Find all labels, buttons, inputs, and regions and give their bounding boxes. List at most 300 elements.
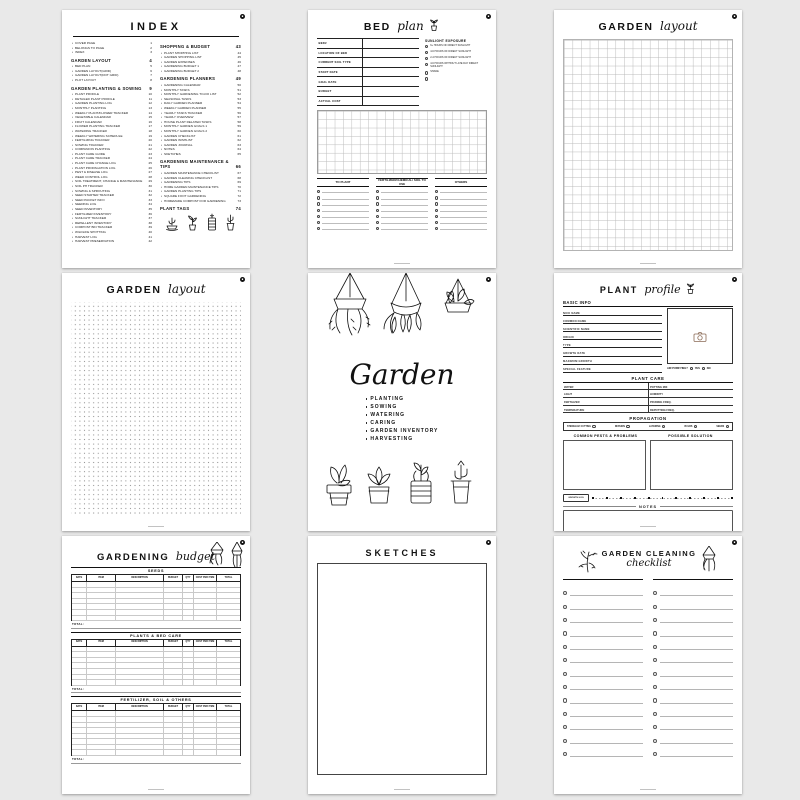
page-sketches	[308, 536, 496, 794]
checkbox-line-row	[435, 224, 487, 230]
propagation-option	[716, 425, 729, 428]
index-item-row	[71, 78, 152, 83]
hanging-planter-left	[329, 273, 370, 335]
radio-circle-icon	[425, 71, 428, 74]
bed-fields-table	[317, 38, 419, 106]
checklist-row	[563, 610, 643, 623]
page-title	[563, 281, 733, 297]
page-index	[62, 10, 250, 268]
bed-field-row	[317, 77, 419, 87]
index-entry-page: 17	[148, 124, 152, 129]
corner-dot-icon	[486, 540, 491, 545]
index-entry-label: • PLANT PROPAGATION LOG	[71, 166, 144, 171]
plant-care-cell: TEMPERATURE	[563, 406, 648, 414]
budget-empty-cell	[116, 750, 164, 756]
index-entry-page: 54	[237, 101, 241, 106]
budget-column-header: TOTAL	[217, 640, 240, 647]
index-entry-page: 29	[148, 179, 152, 184]
checkbox-line-row	[376, 218, 428, 224]
bed-field-label: ACTUAL COST	[317, 97, 363, 106]
dot-grid-area	[71, 302, 241, 514]
index-entry-page: 7	[150, 73, 152, 78]
plant-care-cell: WATER	[563, 383, 648, 391]
cactus-in-bowl-icon	[164, 215, 180, 231]
write-line	[440, 220, 487, 224]
bed-field-row	[317, 39, 419, 49]
write-line	[322, 226, 369, 230]
radio-circle-icon	[626, 425, 629, 428]
checkbox-line-row	[435, 206, 487, 212]
timeline-tick-dot	[717, 497, 719, 499]
title-main: GARDEN	[106, 284, 162, 296]
air-yes-label: YES	[694, 367, 700, 370]
checkbox-circle-icon	[653, 712, 657, 716]
write-line	[570, 699, 643, 704]
checklist-row	[563, 677, 643, 690]
sunlight-option-row	[425, 51, 487, 54]
index-entry-page: 41	[148, 234, 152, 239]
write-line	[660, 632, 733, 637]
pests-problems-heading: COMMON PESTS & PROBLEMS	[573, 434, 638, 439]
index-entry-page: 68	[237, 175, 241, 180]
index-entry-label: • VEGETABLE CALENDAR	[71, 115, 144, 120]
write-line	[660, 739, 733, 744]
write-line	[660, 725, 733, 730]
budget-column-header: ITEM	[87, 704, 116, 711]
sunlight-option-row	[425, 71, 487, 74]
potted-plant-4	[451, 461, 471, 503]
write-line	[440, 208, 487, 212]
budget-table	[71, 574, 241, 621]
page-title	[602, 550, 697, 569]
index-entry-page: 26	[148, 165, 152, 170]
index-entry-page: 53	[237, 96, 241, 101]
title-script: budget	[175, 550, 216, 563]
photo-column	[667, 308, 733, 373]
sunlight-option-label: SHADE	[430, 70, 439, 74]
write-line	[322, 220, 369, 224]
index-entry-label: • MONTHLY GARDEN GOALS 2	[160, 129, 233, 134]
budget-empty-cell	[116, 616, 164, 622]
index-entry-page: 42	[148, 239, 152, 244]
index-section-row	[160, 76, 241, 81]
write-line	[570, 672, 643, 677]
index-entry-label: • COMPANION PLANTING	[71, 147, 144, 152]
checkbox-circle-icon	[563, 725, 567, 729]
cover-bullet-list	[366, 395, 439, 443]
growth-log-row	[563, 494, 733, 502]
index-entry-label: • PLANT CARE CHANGE LOG	[71, 161, 144, 166]
potted-sprout-icon	[186, 214, 199, 231]
bed-plan-lists	[317, 178, 487, 230]
plant-care-cell: FERTILIZER	[563, 398, 648, 406]
page-garden-cleaning-checklist	[554, 536, 742, 794]
checklist-row	[563, 663, 643, 676]
sunlight-heading: SUNLIGHT EXPOSURE	[425, 39, 467, 43]
checkbox-line-row	[435, 193, 487, 199]
page-gardening-budget	[62, 536, 250, 794]
checkbox-circle-icon	[653, 672, 657, 676]
index-entry-label: • GARDEN SHOPPING LIST	[160, 55, 233, 60]
brand-mark	[640, 789, 656, 791]
basic-info-body	[563, 308, 733, 373]
index-entry-label: • HOUSE PLANT RELATED TASKS	[160, 120, 233, 125]
checkbox-line-row	[317, 224, 369, 230]
cover-bullet-label: GARDEN INVENTORY	[370, 428, 439, 434]
budget-empty-cell	[217, 616, 240, 622]
index-entry-page: 39	[148, 225, 152, 230]
checkbox-circle-icon	[653, 645, 657, 649]
air-purifying-label: AIR PURIFYING?	[667, 367, 688, 370]
index-entry-label: • GARDEN MAINTENANCE CHECKLIST	[160, 171, 233, 176]
index-entry-page: 8	[150, 78, 152, 83]
timeline-tick-dot	[675, 497, 677, 499]
write-line	[570, 632, 643, 637]
title-main: GARDEN CLEANING	[601, 549, 697, 559]
page-garden-cover	[308, 273, 496, 531]
budget-column-header: DESCRIPTION	[116, 704, 164, 711]
index-entry-page: 12	[148, 101, 152, 106]
index-entry-page: 47	[237, 64, 241, 69]
budget-empty-cell	[87, 616, 116, 622]
sunlight-options	[425, 45, 487, 81]
bullet-dot-icon	[366, 430, 368, 432]
page-bed-plan	[308, 10, 496, 268]
index-entry-label: • SEED PACKET INFO	[71, 198, 144, 203]
budget-empty-cell	[194, 616, 217, 622]
index-entry-page: 65	[237, 151, 241, 156]
budget-section-heading: PLANTS & BED CARE	[71, 632, 241, 639]
plant-jar-icon	[206, 213, 218, 231]
index-entry-label: • SEED STARTER TRACKER	[71, 193, 144, 198]
timeline-tick-dot	[703, 497, 705, 499]
corner-dot-icon	[486, 14, 491, 19]
checkbox-circle-icon	[653, 698, 657, 702]
index-entry-page: 15	[148, 115, 152, 120]
index-entry-page: 66	[235, 164, 241, 170]
index-entry-page: 63	[237, 142, 241, 147]
index-section-row	[160, 206, 241, 211]
potted-cactus-icon	[224, 213, 237, 231]
index-entry-label: • FERTILIZER INVENTORY	[71, 212, 144, 217]
checklist-row	[653, 677, 733, 690]
index-entry-label: • SUNLIGHT TRACKER	[71, 216, 144, 221]
sunlight-exposure-block	[425, 38, 487, 106]
write-line	[322, 208, 369, 212]
index-entry-label: • PEST & DISEASE LOG	[71, 170, 144, 175]
floral-sprig-icon	[577, 547, 599, 573]
write-line	[322, 202, 369, 206]
budget-empty-cell	[164, 616, 183, 622]
profile-field-row: TYPE	[563, 340, 662, 348]
index-entry-label: • SQUARE FOOT GARDENING	[160, 194, 233, 199]
title-main: GARDENING	[96, 552, 170, 563]
index-entry-page: 58	[237, 119, 241, 124]
write-line	[570, 739, 643, 744]
checkbox-circle-icon	[563, 605, 567, 609]
bed-field-label: GOAL DATE	[317, 77, 363, 86]
write-line	[660, 645, 733, 650]
checkbox-line-row	[317, 218, 369, 224]
index-entry-label: PLANT TAGS	[160, 206, 190, 212]
index-entry-label: • SEEDING LOG	[71, 202, 144, 207]
bed-field-row	[317, 97, 419, 107]
index-entry-label: • FLOWER PLANTING TRACKER	[71, 124, 144, 129]
propagation-option-label: DIVISION	[614, 425, 625, 428]
index-item-row	[71, 239, 152, 244]
checklist-row	[653, 744, 733, 757]
index-entry-page: 51	[237, 87, 241, 92]
index-entry-label: • COVER PAGE	[71, 41, 144, 46]
budget-column-header: COST PER ITEM	[194, 640, 217, 647]
title-script: checklist	[626, 557, 672, 569]
index-entry-label: • NOTES	[160, 147, 233, 152]
checkbox-circle-icon	[653, 725, 657, 729]
index-entry-label: • WILDLIFE SPOTTING	[71, 230, 144, 235]
checkbox-circle-icon	[653, 631, 657, 635]
title-main: BED	[363, 21, 391, 33]
budget-table	[71, 639, 241, 686]
index-entry-label: • DETAILED PLANT PROFILE	[71, 97, 144, 102]
checkbox-line-row	[435, 200, 487, 206]
index-entry-page: 10	[148, 92, 152, 97]
checkbox-circle-icon	[563, 712, 567, 716]
title-script: layout	[660, 19, 698, 33]
checkbox-circle-icon	[563, 739, 567, 743]
checkbox-line-row	[317, 200, 369, 206]
index-entry-page: 67	[237, 170, 241, 175]
index-item-row	[160, 69, 241, 74]
profile-field-row: COMMON NAME	[563, 316, 662, 324]
basic-info-heading: BASIC INFO	[563, 300, 733, 307]
budget-column-header: DESCRIPTION	[116, 575, 164, 582]
checklist-row	[563, 704, 643, 717]
index-entry-page: 71	[237, 189, 241, 194]
index-entry-label: • WATERING TRACKER	[71, 129, 144, 134]
notes-box	[563, 510, 733, 531]
index-entry-page: 6	[150, 68, 152, 73]
bullet-dot-icon	[366, 438, 368, 440]
possible-solution-heading: POSSIBLE SOLUTION	[668, 434, 713, 439]
profile-field-row: ORIGIN	[563, 332, 662, 340]
checkbox-circle-icon	[317, 196, 320, 199]
budget-empty-cell	[87, 680, 116, 686]
index-entry-page: 64	[237, 147, 241, 152]
budget-column-header: QTY	[183, 704, 194, 711]
checklist-row	[653, 717, 733, 730]
write-line	[660, 605, 733, 610]
index-entry-page: 33	[148, 197, 152, 202]
growth-log-label-box: GROWTH LOG	[563, 494, 589, 502]
cover-bullet-item	[366, 395, 439, 403]
checkbox-line-row	[435, 218, 487, 224]
checklist-row	[653, 623, 733, 636]
checkbox-circle-icon	[653, 605, 657, 609]
write-line	[660, 591, 733, 596]
potted-plant-icon	[428, 19, 440, 32]
index-entry-label: • MONTHLY GARDENING TO-DO LIST	[160, 92, 233, 97]
write-line	[570, 645, 643, 650]
checklist-row	[653, 596, 733, 609]
index-item-row	[160, 199, 241, 204]
index-item-row	[160, 152, 241, 157]
budget-empty-cell	[72, 616, 87, 622]
budget-column-header: ITEM	[87, 640, 116, 647]
cover-bullet-label: SOWING	[370, 404, 398, 410]
propagation-option-label: BULBS	[684, 425, 693, 428]
bed-field-row	[317, 49, 419, 59]
checklist-header	[563, 546, 733, 573]
potted-plant-3	[411, 463, 431, 503]
plant-care-cell: LIGHT	[563, 390, 648, 398]
bed-field-row	[317, 68, 419, 78]
index-entry-page: 16	[148, 119, 152, 124]
budget-column-header: DESCRIPTION	[116, 640, 164, 647]
index-section-row	[71, 86, 152, 91]
write-line	[660, 658, 733, 663]
index-entry-page: 13	[148, 105, 152, 110]
bed-field-value	[363, 97, 419, 106]
bed-list-column	[435, 178, 487, 230]
basic-info-fields	[563, 308, 662, 373]
bullet-dot-icon	[366, 406, 368, 408]
sunlight-option-row	[425, 77, 487, 80]
page-title	[71, 548, 241, 564]
budget-column-header: TOTAL	[217, 704, 240, 711]
checklist-row	[653, 704, 733, 717]
page-title: SKETCHES	[365, 548, 439, 558]
brand-mark	[394, 789, 410, 791]
plant-care-heading: PLANT CARE	[631, 375, 665, 381]
checkbox-line-row	[376, 187, 428, 193]
index-entry-label: • DAILY GARDEN PLANNER	[160, 101, 233, 106]
checklist-row	[653, 610, 733, 623]
plant-tags-illustrations	[160, 213, 241, 231]
index-entry-page: 5	[150, 64, 152, 69]
index-entry-label: • GARDENING CALENDAR	[160, 83, 233, 88]
air-yes-circle	[690, 367, 693, 370]
index-entry-label: • SEASONAL TASKS	[160, 97, 233, 102]
hanging-plant-icon	[699, 546, 719, 573]
checklist-row	[563, 690, 643, 703]
index-entry-page: 49	[235, 76, 241, 82]
page-title	[317, 18, 487, 34]
timeline-tick-dot	[606, 497, 608, 499]
index-entry-page: 69	[237, 180, 241, 185]
write-line	[570, 605, 643, 610]
index-entry-label: • GARDEN WISHLIST	[160, 138, 233, 143]
sunlight-option-row	[425, 63, 487, 69]
profile-field-row: SPECIAL FEATURE	[563, 365, 662, 373]
index-entry-page: 34	[148, 202, 152, 207]
radio-circle-icon	[694, 425, 697, 428]
index-entry-page: 62	[237, 138, 241, 143]
write-line	[570, 712, 643, 717]
bed-list-heading: OTHERS	[435, 178, 487, 187]
title-script: plan	[397, 19, 424, 33]
index-entry-label: • GARDEN LAYOUT(GRID)	[71, 69, 144, 74]
write-line	[440, 189, 487, 193]
page-title: INDEX	[130, 21, 182, 33]
budget-empty-cell	[164, 750, 183, 756]
budget-total-row: TOTAL:	[71, 756, 241, 764]
checklist-row	[653, 650, 733, 663]
index-entry-page: 21	[148, 142, 152, 147]
plant-photo-box	[667, 308, 733, 364]
checklist-row	[563, 596, 643, 609]
checklist-row	[653, 730, 733, 743]
index-entry-page: 52	[237, 92, 241, 97]
budget-column-header: COST PER ITEM	[194, 575, 217, 582]
index-entry-page: 27	[148, 170, 152, 175]
checkbox-circle-icon	[653, 752, 657, 756]
timeline-tick-dot	[731, 497, 733, 499]
index-entry-page: 23	[148, 151, 152, 156]
write-line	[440, 196, 487, 200]
index-entry-label: • GARDEN PLANTING LOG	[71, 101, 144, 106]
index-entry-page: 74	[235, 206, 241, 212]
sunlight-option-row	[425, 57, 487, 60]
cover-title: Garden	[349, 358, 455, 391]
checkbox-circle-icon	[563, 618, 567, 622]
write-line	[570, 725, 643, 730]
index-entry-page: 44	[237, 50, 241, 55]
index-entry-label: • SKETCHES	[160, 152, 233, 157]
radio-circle-icon	[425, 77, 428, 80]
air-no-circle	[702, 367, 705, 370]
index-entry-page: 2	[150, 45, 152, 50]
propagation-option	[567, 425, 596, 428]
corner-dot-icon	[732, 14, 737, 19]
index-entry-label: • MONTHLY PLANTING	[71, 106, 144, 111]
budget-column-header: COST PER ITEM	[194, 704, 217, 711]
index-entry-page: 56	[237, 110, 241, 115]
bed-field-row	[317, 87, 419, 97]
title-divider	[73, 36, 239, 37]
checkbox-line-row	[317, 193, 369, 199]
index-entry-label: • FRUIT CALENDAR	[71, 120, 144, 125]
write-line	[660, 685, 733, 690]
index-entry-page: 9	[149, 85, 152, 91]
index-entry-label: • PLANT CARE GUIDE	[71, 152, 144, 157]
index-entry-label: • WEED CONTROL LOG	[71, 175, 144, 180]
checklist-row	[563, 717, 643, 730]
profile-field-row: MAXIMUM GROWTH	[563, 357, 662, 365]
timeline-tick-dot	[648, 497, 650, 499]
index-entry-label: • PLANT CARE TRACKER	[71, 156, 144, 161]
index-entry-label: • GARDENING BUDGET 2	[160, 69, 233, 74]
index-entry-page: 73	[237, 198, 241, 203]
radio-circle-icon	[425, 57, 428, 60]
index-entry-page: 1	[150, 41, 152, 45]
plant-care-cell: HUMIDITY	[648, 390, 733, 398]
bed-field-value	[363, 49, 419, 58]
potted-plant-1	[327, 465, 351, 505]
write-line	[381, 189, 428, 193]
hanging-plant-icon	[229, 542, 245, 568]
air-purifying-row	[667, 367, 733, 370]
budget-column-header: BUDGET	[164, 640, 183, 647]
bullet-dot-icon	[366, 398, 368, 400]
propagation-heading: PROPAGATION	[629, 416, 667, 422]
propagation-option	[649, 425, 665, 428]
profile-field-row: GROWTH RATE	[563, 348, 662, 356]
checkbox-circle-icon	[435, 227, 438, 230]
index-section-row	[71, 58, 152, 63]
checklist-row	[563, 650, 643, 663]
index-entry-label: GARDEN LAYOUT	[71, 57, 112, 63]
index-entry-label: GARDENING PLANNERS	[160, 76, 216, 82]
